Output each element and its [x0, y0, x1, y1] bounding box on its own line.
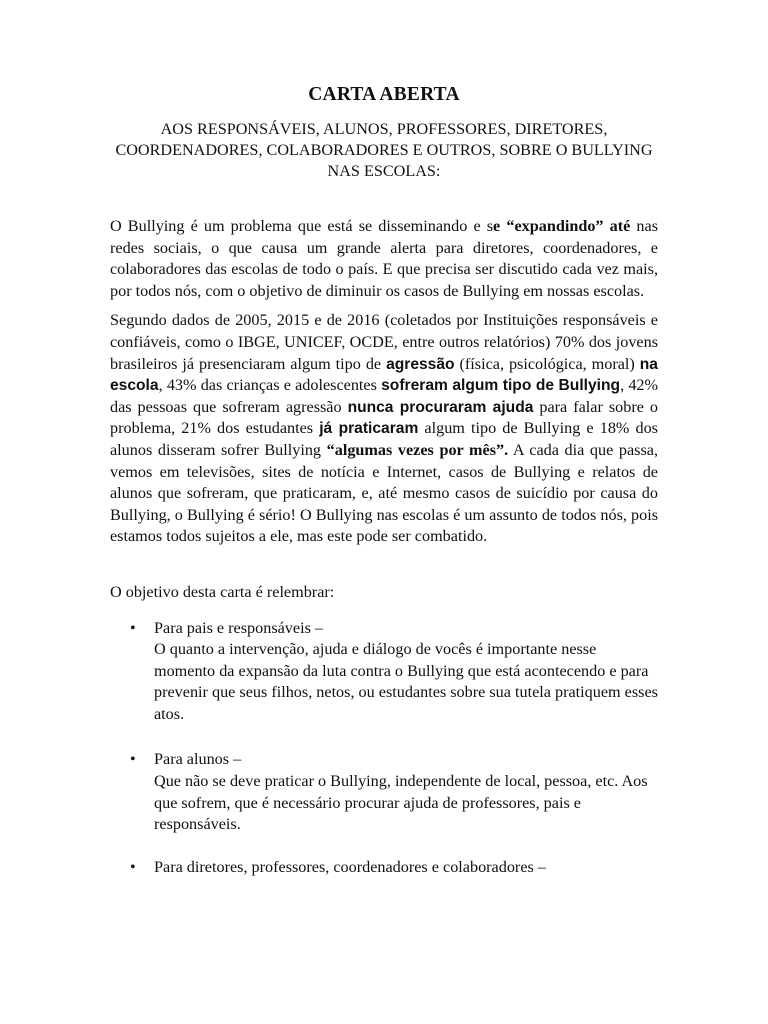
emphasis-text: sofreram algum tipo de Bullying [381, 377, 621, 395]
list-item [110, 857, 658, 879]
list-item-body: Que não se deve praticar o Bullying, independente de local, pessoa, etc. Aos que sofrem, que é necessário procurar ajuda de professores, pais e responsáveis. [154, 772, 648, 834]
bullet-icon: • [130, 618, 136, 637]
emphasis-text: “algumas vezes por mês”. [326, 440, 509, 459]
paragraph-text: para falar sobre o problema, 21% dos estudantes [110, 397, 658, 438]
emphasis-text: agressão [386, 355, 455, 373]
list-item-title: Para alunos – [154, 750, 242, 769]
emphasis-text: na escola [110, 355, 658, 395]
paragraph-text: , 43% das crianças e adolescentes [158, 376, 382, 395]
list-item-title: Para diretores, professores, coordenadores e colaboradores – [154, 857, 546, 876]
bullet-icon: • [130, 857, 136, 876]
paragraph-text: Segundo dados de 2005, 2015 e de 2016 (coletados por Instituições responsáveis e confiáveis, como o IBGE, UNICEF, OCDE, entre outros relatórios) 70% dos jovens brasileiros já presenciaram algum tipo de [110, 311, 658, 373]
paragraph-text: algum tipo de Bullying e 18% dos alunos disseram sofrer Bullying [110, 419, 658, 459]
list-item-body: O quanto a intervenção, ajuda e diálogo de vocês é importante nesse momento da expansão da luta contra o Bullying que está acontecendo e para prevenir que seus filhos, netos, ou estudantes sobre sua tutela pratiquem esses atos. [154, 640, 658, 723]
list-item [110, 749, 658, 835]
paragraph-text: A cada dia que passa, vemos em televisões, sites de notícia e Internet, casos de Bullying e relatos de alunos que sofreram, que praticaram, e, até mesmo casos de suicídio por causa do Bullying, o Bullying é sério! O Bullying nas escolas é um assunto de todos nós, pois estamos todos sujeitos a ele, mas este pode ser combatido. [110, 440, 659, 546]
paragraph-text: (física, psicológica, moral) [454, 354, 640, 373]
paragraph-text: nas redes sociais, o que causa um grande alerta para diretores, coordenadores, e colaboradores das escolas de todo o país. E que precisa ser discutido cada vez mais, por todos nós, com o objetivo de diminuir os casos de Bullying em nossas escolas. [110, 217, 658, 300]
objectives-list [110, 618, 658, 879]
emphasis-text: já praticaram [319, 420, 419, 438]
document-subtitle: AOS RESPONSÁVEIS, ALUNOS, PROFESSORES, DIRETORES, COORDENADORES, COLABORADORES E OUTROS, SOBRE O BULLYING NAS ESCOLAS: [115, 120, 653, 180]
paragraph-intro [110, 216, 658, 302]
paragraph-text: O Bullying é um problema que está se disseminando e s [110, 217, 494, 235]
bullet-icon: • [130, 750, 136, 769]
list-item-title: Para pais e responsáveis – [154, 618, 324, 637]
list-item [110, 618, 658, 726]
list-intro: O objetivo desta carta é relembrar: [110, 582, 335, 601]
emphasis-text: e “expandindo” até [493, 217, 631, 235]
emphasis-text: nunca procuraram ajuda [347, 398, 534, 416]
document-title: CARTA ABERTA [308, 84, 460, 105]
paragraph-statistics [110, 310, 658, 548]
paragraph-text: , 42% das pessoas que sofreram agressão [110, 376, 658, 416]
